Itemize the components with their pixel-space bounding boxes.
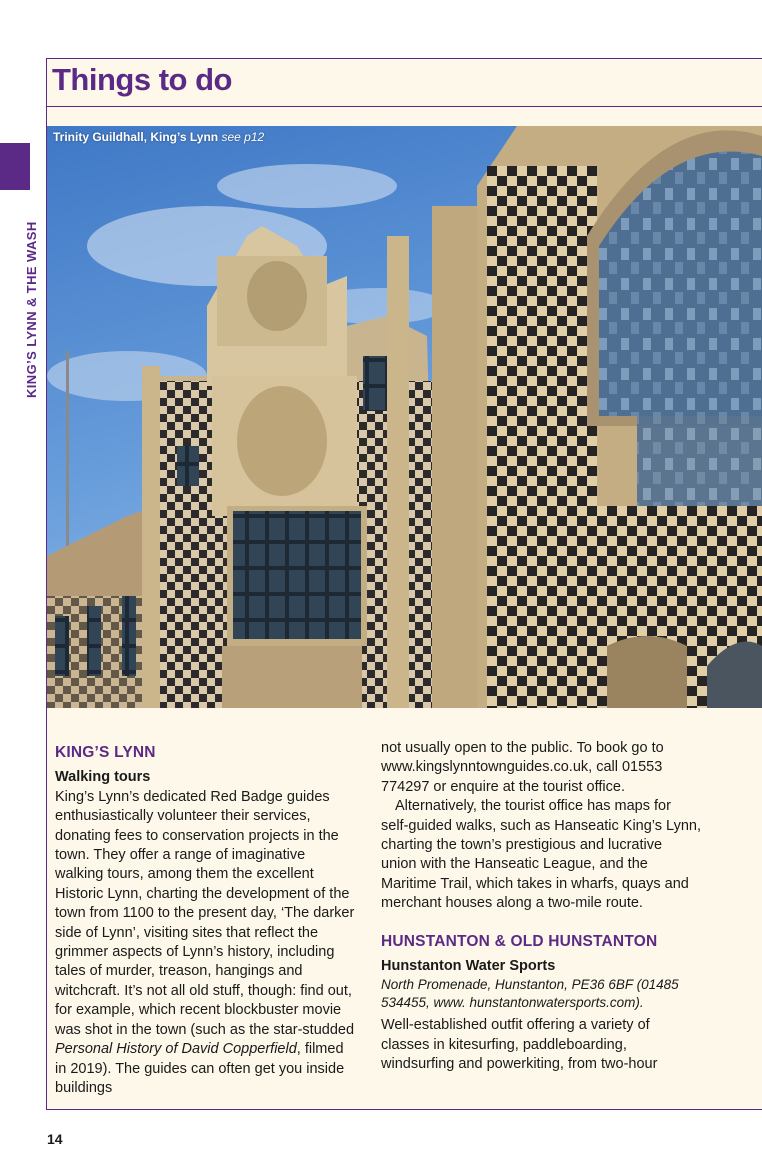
hunstanton-heading: HUNSTANTON & OLD HUNSTANTON: [381, 932, 658, 950]
photo-caption: [53, 130, 264, 144]
title-bar: [46, 58, 762, 107]
water-sports-address: North Promenade, Hunstanton, PE36 6BF (01485 534455, www. hunstantonwatersports.com).: [381, 977, 679, 1010]
chapter-side-label: KING’S LYNN & THE WASH: [24, 221, 39, 398]
caption-text: Trinity Guildhall, King’s Lynn: [53, 130, 219, 144]
walking-tours-text-a: King’s Lynn’s dedicated Red Badge guides enthusiastically volunteer their services, donating fees to conservation projects in the town. They offer a range of imaginative walking tours, among them the excellent Historic Lynn, charting the development of the town from 1100 to the present day, ‘The darker side of Lynn’, visiting sites that reflect the grimmer aspects of Lynn’s history, including tales of murder, treason, hangings and witchcraft. It’s not all old stuff, though: find out, for example, which recent blockbuster movie was shot in the town (such as the star-studded: [55, 788, 355, 1038]
guildhall-photo: [47, 126, 762, 708]
water-sports-description: Well-established outfit offering a variety of classes in kitesurfing, paddleboarding, windsurfing and powerkiting, from two-hour: [381, 1017, 658, 1073]
film-title: Personal History of David Copperfield: [55, 1041, 297, 1058]
kings-lynn-heading: KING’S LYNN: [55, 744, 156, 761]
walking-tours-paragraph: [55, 788, 355, 1099]
page-title: Things to do: [52, 62, 232, 97]
guildhall-illustration: [47, 126, 762, 708]
caption-page-ref: see p12: [221, 130, 265, 144]
self-guided-walks-paragraph: Alternatively, the tourist office has maps for self-guided walks, such as Hanseatic King’s Lynn, charting the town’s prestigious and lucrative union with the Hanseatic League, and the Maritime Trail, which takes in wharfs, quays and merchant houses along a two-mile route.: [381, 798, 701, 912]
water-sports-heading: Hunstanton Water Sports: [381, 958, 556, 975]
walking-tours-heading: Walking tours: [55, 769, 151, 786]
walking-tours-continued: not usually open to the public. To book go to www.kingslynntownguides.co.uk, call 01553 774297 or enquire at the tourist office.: [381, 740, 664, 795]
right-column: [381, 739, 701, 1075]
section-tab-marker: [0, 143, 30, 190]
walking-tours-text-b: , filmed in 2019). The guides can often get you inside buildings: [55, 1041, 345, 1096]
left-column: [55, 743, 355, 1098]
page-number: 14: [47, 1131, 63, 1147]
